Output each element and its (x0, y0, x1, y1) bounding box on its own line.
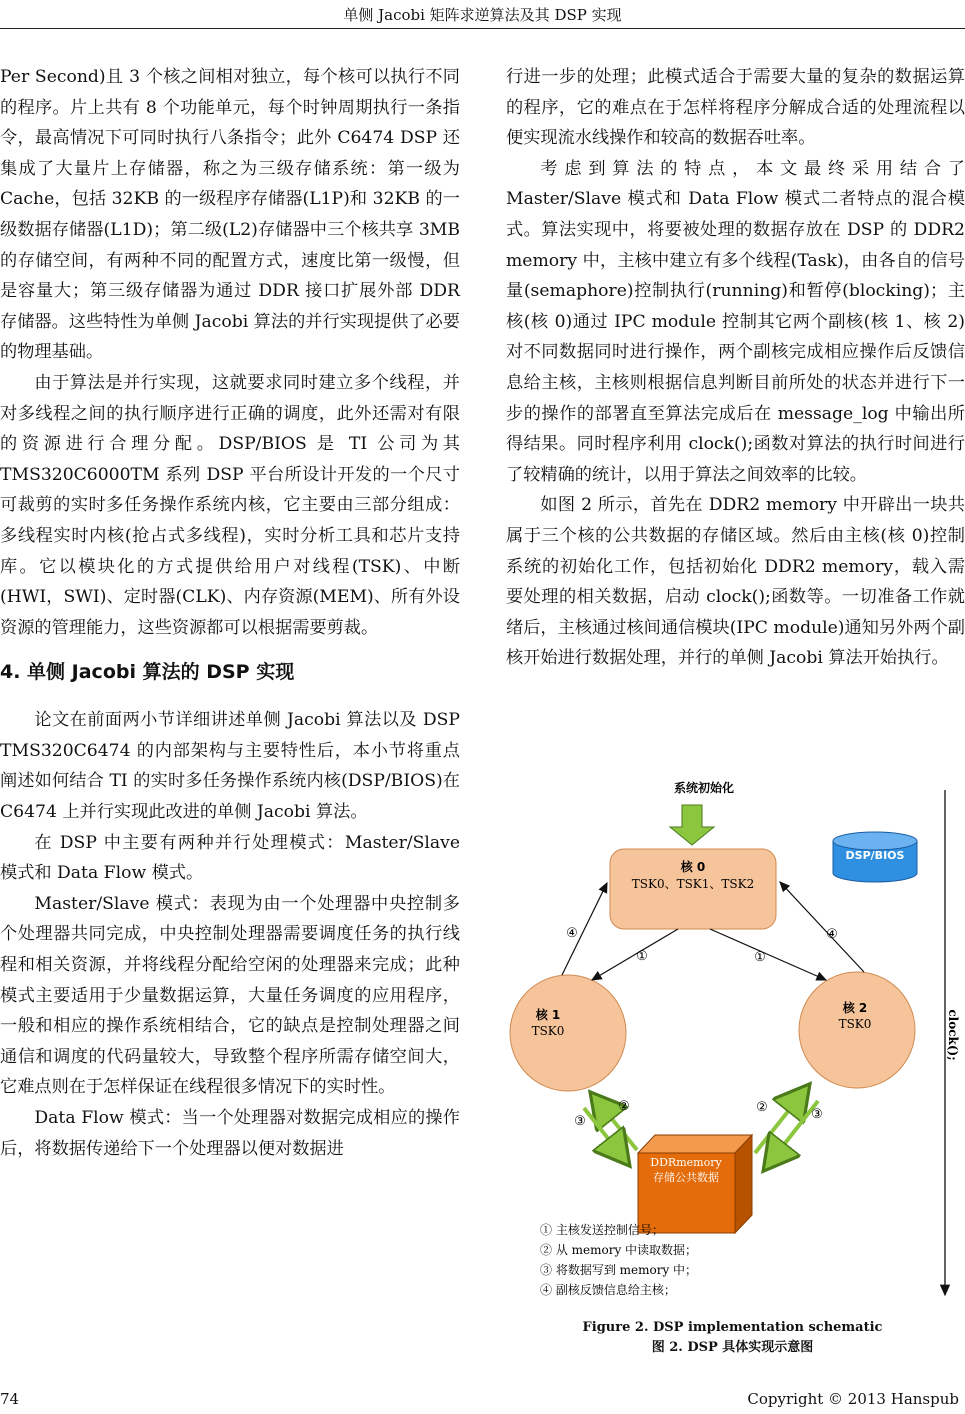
paragraph: 论文在前面两小节详细讲述单侧 Jacobi 算法以及 DSP TMS320C6474 的内部架构与主要特性后，本小节将重点阐述如何结合 TI 的实时多任务操作系统内核(DSP/BIOS)在 C6474 上并行实现此改进的单侧 Jacobi 算法。 (0, 710, 460, 823)
mark-4-left: ④ (566, 926, 578, 941)
mark-1-left: ① (636, 949, 648, 964)
paragraph: 在 DSP 中主要有两种并行处理模式：Master/Slave 模式和 Data Flow 模式。 (0, 832, 460, 884)
ddr-sublabel: 存储公共数据 (653, 1171, 719, 1184)
core1-title: 核 1 (535, 1008, 561, 1022)
mark-3-right: ③ (811, 1107, 823, 1122)
mark-3-left: ③ (574, 1114, 586, 1129)
ddr-label: DDRmemory (650, 1156, 722, 1169)
paragraph: Master/Slave 模式：表现为由一个处理器中央控制多个处理器共同完成，中央控制处理器需要调度任务的执行线程和相关资源，并将线程分配给空闲的处理器来完成；此种模式主要适用于少量数据运算，大量任务调度的应用程序，一般和相应的操作系统相结合，它的缺点是控制处理器之间通信和调度的代码量较大，导致整个程序所需存储空间大，它难点则在于怎样保证在线程很多情况下的实时性。 (0, 893, 460, 1098)
mark-2-left: ② (618, 1099, 630, 1114)
arrow-core1-to-mem (584, 1108, 625, 1160)
figure-caption (500, 1318, 965, 1358)
arrow-core2-to-core0 (780, 882, 864, 972)
legend-item: ① 主核发送控制信号； (540, 1223, 664, 1237)
ddr-memory-box (638, 1135, 752, 1233)
header-rule (0, 28, 965, 29)
dsp-schematic-figure (500, 775, 965, 1345)
paragraph: Data Flow 模式：当一个处理器对数据完成相应的操作后，将数据传递给下一个处理器以便对数据进 (0, 1108, 460, 1159)
left-column (0, 62, 460, 1164)
paragraph: 由于算法是并行实现，这就要求同时建立多个线程，并对多线程之间的执行顺序进行正确的调度，此外还需对有限的资源进行合理分配。DSP/BIOS 是 TI 公司为其 TMS320C6000TM 系列 DSP 平台所设计开发的一个尺寸可裁剪的实时多任务操作系统内核，它主要由三部分组成：多线程实时内核(抢占式多线程)，实时分析工具和芯片支持库。它以模块化的方式提供给用户对线程(TSK)、中断(HWI，SWI)、定时器(CLK)、内存资源(MEM)、所有外设资源的管理能力，这些资源都可以根据需要剪裁。 (0, 372, 460, 638)
mark-1-right: ① (754, 950, 766, 965)
running-header: 单侧 Jacobi 矩阵求逆算法及其 DSP 实现 (343, 6, 622, 24)
paragraph: 如图 2 所示，首先在 DDR2 memory 中开辟出一块共属于三个核的公共数据的存储区域。然后由主核(核 0)控制系统的初始化工作，包括初始化 DDR2 memory，载入需要处理的相关数据，启动 clock();函数等。一切准备工作就绪后，主核通过核间通信模块(IPC module)通知另外两个副核开始进行数据处理，并行的单侧 Jacobi 算法开始执行。 (506, 495, 965, 669)
legend-item: ② 从 memory 中读取数据； (540, 1243, 698, 1257)
caption-en: Figure 2. DSP implementation schematic (582, 1320, 883, 1335)
init-label: 系统初始化 (673, 781, 735, 795)
arrow-core0-to-core2 (710, 929, 826, 980)
dsp-bios-database (833, 832, 917, 882)
section-heading: 4. 单侧 Jacobi 算法的 DSP 实现 (0, 661, 295, 684)
page-number: 74 (0, 1390, 20, 1408)
caption-zh: 图 2. DSP 具体实现示意图 (651, 1340, 814, 1355)
paragraph: 行进一步的处理；此模式适合于需要大量的复杂的数据运算的程序，它的难点在于怎样将程序分解成合适的处理流程以便实现流水线操作和较高的数据吞吐率。 (506, 67, 965, 149)
core1-circle (510, 975, 626, 1091)
core2-task: TSK0 (838, 1017, 872, 1031)
legend-item: ④ 副核反馈信息给主核； (540, 1283, 676, 1297)
paragraph: Per Second)且 3 个核之间相对独立，每个核可以执行不同的程序。片上共有 8 个功能单元，每个时钟周期执行一条指令，最高情况下可同时执行八条指令；此外 C6474 DSP 还集成了大量片上存储器，称之为三级存储系统：第一级为 Cache，包括 32KB 的一级程序存储器(L1P)和 32KB 的一级数据存储器(L1D)；第二级(L2)存储器中三个核共享 3MB 的存储空间，有两种不同的配置方式，速度比第一级慢，但是容量大；第三级存储器为通过 DDR 接口扩展外部 DDR 存储器。这些特性为单侧 Jacobi 算法的并行实现提供了必要的物理基础。 (0, 67, 460, 363)
arrow-core0-to-core1 (592, 929, 678, 980)
arrow-mem-to-core1 (595, 1098, 637, 1150)
core0-tasks: TSK0、TSK1、TSK2 (631, 877, 755, 891)
core0-title: 核 0 (680, 860, 706, 874)
copyright: Copyright © 2013 Hanspub (747, 1390, 959, 1408)
core2-title: 核 2 (842, 1001, 868, 1015)
clock-label: clock(); (946, 1009, 960, 1061)
paragraph: 考虑到算法的特点，本文最终采用结合了 Master/Slave 模式和 Data Flow 模式二者特点的混合模式。算法实现中，将要被处理的数据存放在 DSP 的 DDR2 memory 中，主核中建立有多个线程(Task)，由各自的信号量(semaphore)控制执行(running)和暂停(blocking)；主核(核 0)通过 IPC module 控制其它两个副核(核 1、核 2)对不同数据同时进行操作，两个副核完成相应操作后反馈信息给主核，主核则根据信息判断目前所处的状态并进行下一步的操作的部署直至算法完成后在 message_log 中输出所得结果。同时程序利用 clock();函数对算法的执行时间进行了较精确的统计，以用于算法之间效率的比较。 (506, 158, 965, 485)
dsp-bios-label: DSP/BIOS (845, 849, 905, 862)
legend-item: ③ 将数据写到 memory 中； (540, 1263, 698, 1277)
mark-4-right: ④ (826, 927, 838, 942)
core1-task: TSK0 (531, 1024, 565, 1038)
right-column (506, 62, 965, 674)
init-arrow (670, 805, 714, 845)
mark-2-right: ② (756, 1100, 768, 1115)
